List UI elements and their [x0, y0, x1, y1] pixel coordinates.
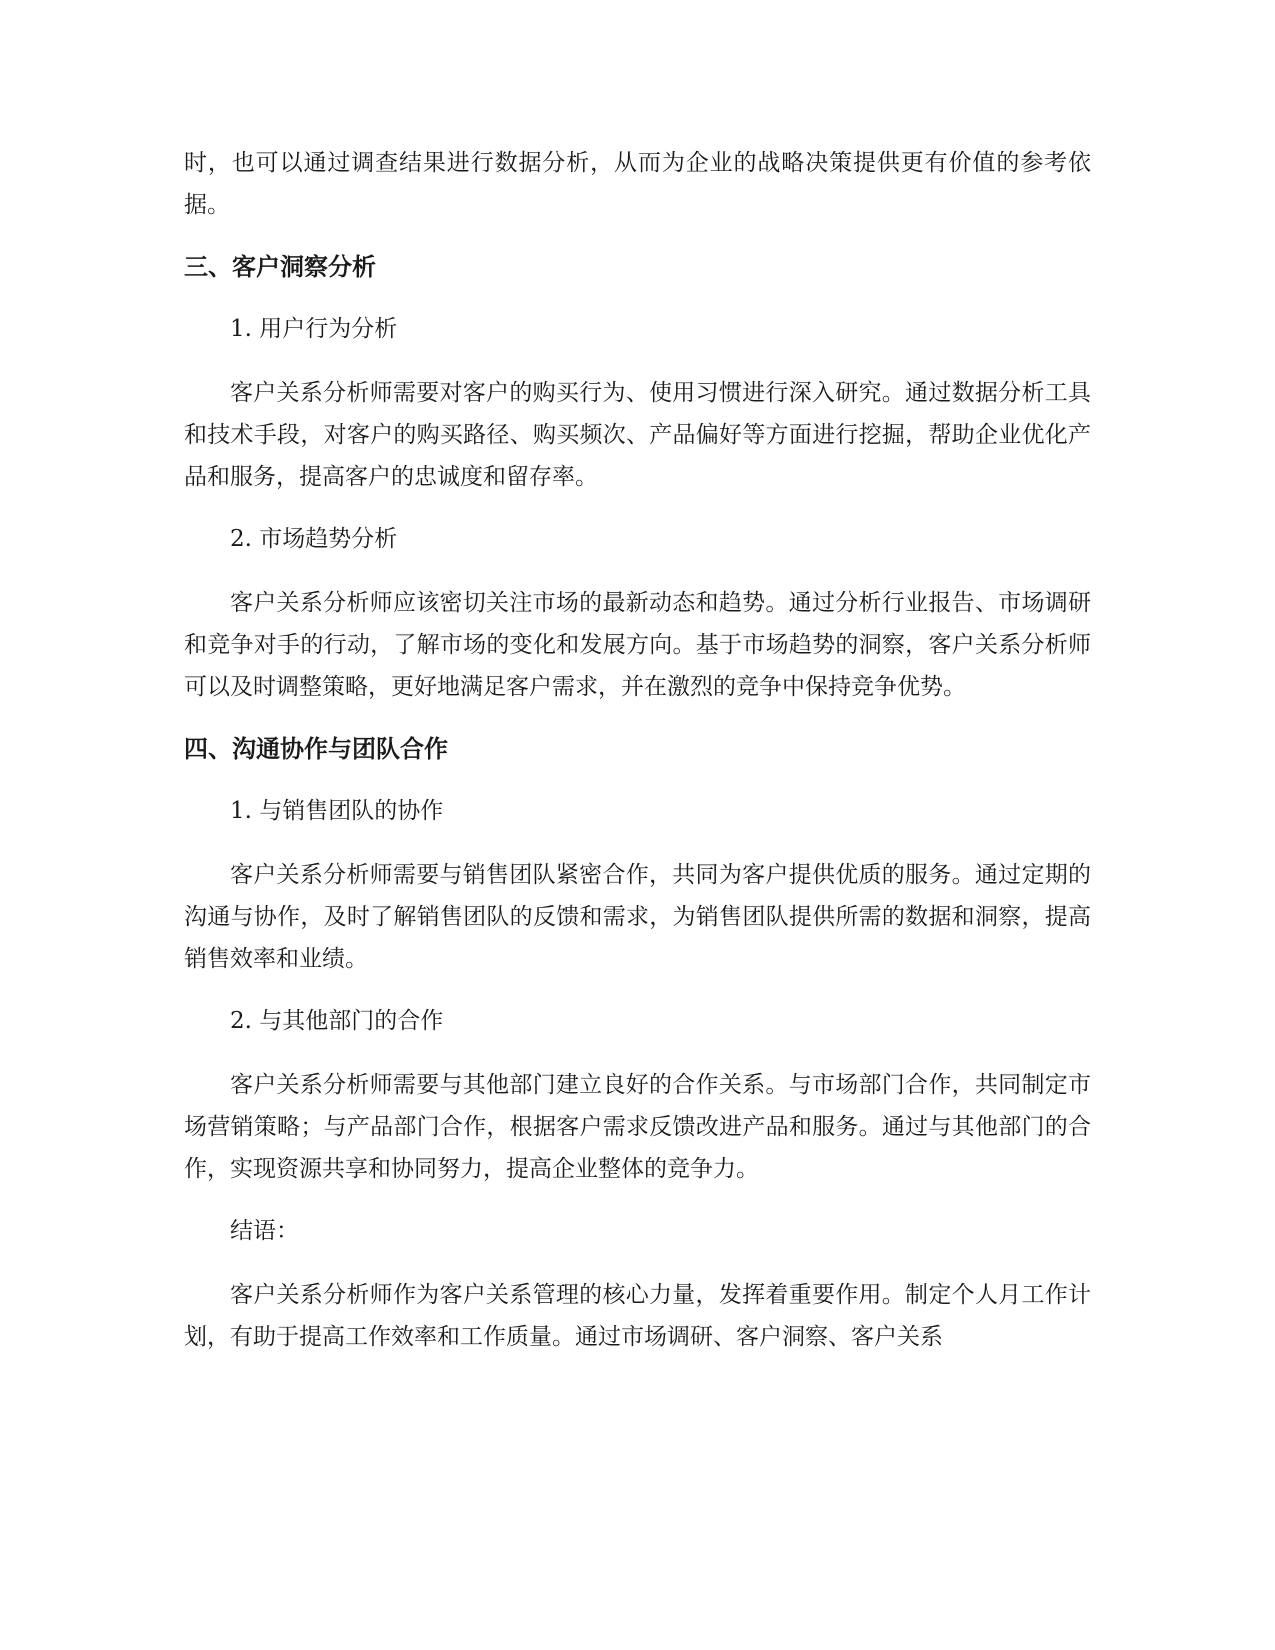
section-heading-collaboration: 四、沟通协作与团队合作	[184, 735, 448, 763]
paragraph-market-trend: 客户关系分析师应该密切关注市场的最新动态和趋势。通过分析行业报告、市场调研和竞争对手的行动，了解市场的变化和发展方向。基于市场趋势的洞察，客户关系分析师可以及时调整策略，更好地满足客户需求，并在激烈的竞争中保持竞争优势。	[184, 590, 1091, 700]
subheading-market-trend: 2. 市场趋势分析	[230, 526, 398, 552]
paragraph-sales-team: 客户关系分析师需要与销售团队紧密合作，共同为客户提供优质的服务。通过定期的沟通与协作，及时了解销售团队的反馈和需求，为销售团队提供所需的数据和洞察，提高销售效率和业绩。	[184, 862, 1091, 972]
paragraph-user-behavior: 客户关系分析师需要对客户的购买行为、使用习惯进行深入研究。通过数据分析工具和技术手段，对客户的购买路径、购买频次、产品偏好等方面进行挖掘，帮助企业优化产品和服务，提高客户的忠诚度和留存率。	[184, 380, 1091, 490]
section-heading-customer-insight: 三、客户洞察分析	[184, 253, 376, 281]
subheading-conclusion: 结语：	[230, 1218, 299, 1244]
subheading-user-behavior: 1. 用户行为分析	[230, 316, 398, 342]
subheading-other-departments: 2. 与其他部门的合作	[230, 1008, 444, 1034]
paragraph-other-departments: 客户关系分析师需要与其他部门建立良好的合作关系。与市场部门合作，共同制定市场营销策略；与产品部门合作，根据客户需求反馈改进产品和服务。通过与其他部门的合作，实现资源共享和协同努力，提高企业整体的竞争力。	[184, 1072, 1091, 1182]
paragraph-survey-continuation: 时，也可以通过调查结果进行数据分析，从而为企业的战略决策提供更有价值的参考依据。	[184, 150, 1091, 218]
subheading-sales-team: 1. 与销售团队的协作	[230, 798, 444, 824]
document-body	[184, 142, 1091, 1358]
paragraph-conclusion: 客户关系分析师作为客户关系管理的核心力量，发挥着重要作用。制定个人月工作计划，有助于提高工作效率和工作质量。通过市场调研、客户洞察、客户关系	[184, 1282, 1091, 1350]
